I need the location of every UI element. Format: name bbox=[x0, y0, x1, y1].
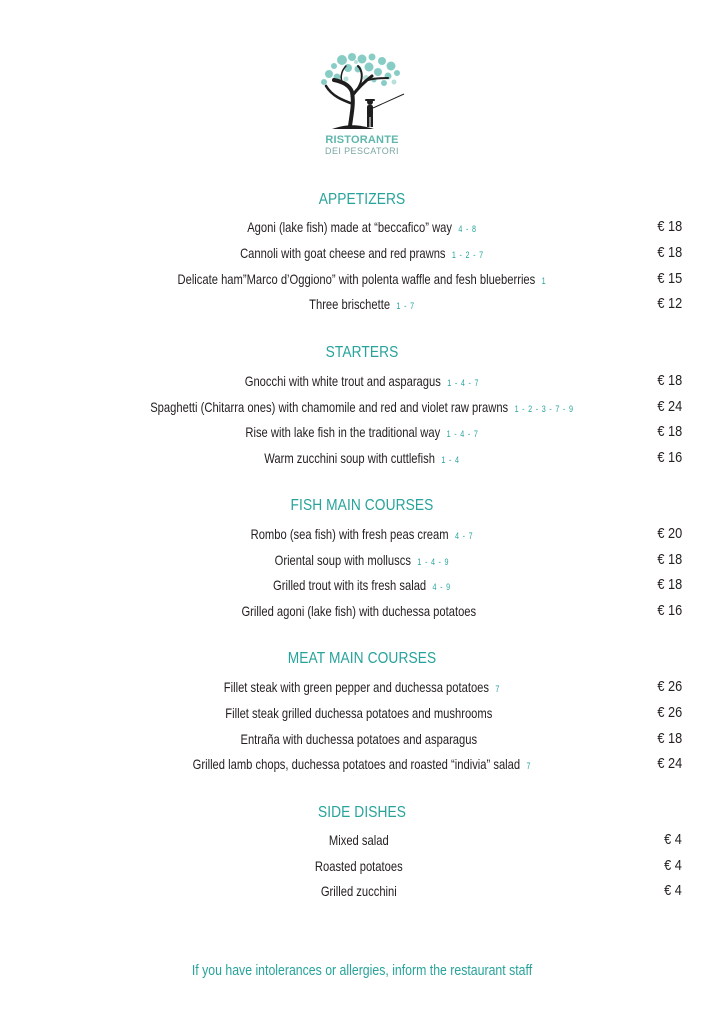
allergen-codes: 1 bbox=[541, 276, 547, 286]
dish-name: Mixed salad bbox=[328, 832, 389, 848]
dish-line bbox=[72, 294, 651, 316]
dish-line bbox=[72, 677, 651, 699]
dish-name: Cannoli with goat cheese and red prawns bbox=[240, 245, 446, 261]
allergen-codes: 1 - 4 - 7 bbox=[447, 378, 480, 388]
dish-name: Entraña with duchessa potatoes and asparagus bbox=[240, 731, 478, 747]
menu-item bbox=[0, 217, 724, 239]
menu-item bbox=[0, 397, 724, 419]
menu-item bbox=[0, 881, 724, 903]
allergen-codes: 4 - 7 bbox=[454, 531, 474, 541]
dish-name: Agoni (lake fish) made at “beccafico” way bbox=[247, 219, 452, 235]
dish-line bbox=[72, 550, 651, 572]
dish-price: € 24 bbox=[657, 398, 682, 415]
menu-item bbox=[0, 371, 724, 393]
dish-name: Oriental soup with molluscs bbox=[274, 552, 411, 568]
dish-line bbox=[72, 601, 651, 623]
dish-name: Fillet steak with green pepper and duchessa potatoes bbox=[223, 679, 490, 695]
dish-name: Warm zucchini soup with cuttlefish bbox=[264, 450, 435, 466]
allergen-codes: 7 bbox=[495, 684, 501, 694]
menu-item bbox=[0, 601, 724, 623]
dish-price: € 4 bbox=[664, 831, 682, 848]
dish-line bbox=[72, 269, 651, 291]
menu-item bbox=[0, 550, 724, 572]
dish-line bbox=[72, 703, 651, 725]
logo-subtitle: DEI PESCATORI bbox=[325, 146, 399, 156]
dish-name: Grilled zucchini bbox=[320, 883, 397, 899]
dish-line bbox=[72, 856, 651, 878]
allergen-codes: 1 - 4 - 9 bbox=[417, 557, 450, 567]
section-title-starters: STARTERS bbox=[325, 344, 399, 361]
dish-name: Grilled lamb chops, duchessa potatoes and roasted “indivia” salad bbox=[192, 756, 521, 772]
menu-item bbox=[0, 856, 724, 878]
dish-price: € 18 bbox=[657, 730, 682, 747]
dish-name: Fillet steak grilled duchessa potatoes and mushrooms bbox=[225, 705, 493, 721]
dish-line bbox=[72, 830, 651, 852]
dish-line bbox=[72, 371, 651, 393]
dish-price: € 15 bbox=[657, 270, 682, 287]
dish-line bbox=[72, 397, 651, 419]
dish-price: € 4 bbox=[664, 882, 682, 899]
restaurant-logo bbox=[312, 52, 412, 158]
menu-item bbox=[0, 703, 724, 725]
dish-price: € 26 bbox=[657, 704, 682, 721]
dish-line bbox=[72, 881, 651, 903]
dish-price: € 18 bbox=[657, 551, 682, 568]
logo-title: RISTORANTE bbox=[325, 134, 399, 146]
dish-name: Three brischette bbox=[309, 296, 391, 312]
dish-name: Roasted potatoes bbox=[314, 858, 403, 874]
dish-price: € 4 bbox=[664, 857, 682, 874]
section-title-meat-main-courses: MEAT MAIN COURSES bbox=[287, 650, 437, 667]
section-title-fish-main-courses: FISH MAIN COURSES bbox=[290, 497, 434, 514]
menu-item bbox=[0, 294, 724, 316]
dish-price: € 26 bbox=[657, 678, 682, 695]
dish-name: Rombo (sea fish) with fresh peas cream bbox=[250, 526, 449, 542]
allergen-codes: 7 bbox=[526, 761, 532, 771]
dish-price: € 18 bbox=[657, 244, 682, 261]
dish-line bbox=[72, 729, 651, 751]
menu-item bbox=[0, 448, 724, 470]
menu-item bbox=[0, 422, 724, 444]
allergen-codes: 4 - 9 bbox=[432, 582, 451, 592]
allergen-codes: 4 - 8 bbox=[458, 224, 477, 234]
dish-name: Grilled agoni (lake fish) with duchessa potatoes bbox=[241, 603, 477, 619]
allergen-codes: 1 - 2 - 3 - 7 - 9 bbox=[514, 404, 574, 414]
menu-item bbox=[0, 677, 724, 699]
menu-item bbox=[0, 575, 724, 597]
dish-price: € 18 bbox=[657, 423, 682, 440]
dish-line bbox=[72, 524, 651, 546]
tree-fisherman-logo-icon bbox=[312, 52, 412, 134]
dish-name: Rise with lake fish in the traditional way bbox=[245, 424, 441, 440]
dish-line bbox=[72, 754, 651, 776]
menu-item bbox=[0, 830, 724, 852]
dish-price: € 20 bbox=[657, 525, 682, 542]
dish-price: € 16 bbox=[657, 449, 682, 466]
menu-item bbox=[0, 754, 724, 776]
allergen-codes: 1 - 7 bbox=[396, 301, 415, 311]
dish-line bbox=[72, 243, 651, 265]
dish-price: € 18 bbox=[657, 218, 682, 235]
section-title-side-dishes: SIDE DISHES bbox=[317, 804, 407, 821]
dish-name: Grilled trout with its fresh salad bbox=[273, 577, 427, 593]
dish-line bbox=[72, 448, 651, 470]
section-title-appetizers: APPETIZERS bbox=[318, 191, 406, 208]
dish-line bbox=[72, 575, 651, 597]
dish-line bbox=[72, 217, 651, 239]
allergen-codes: 1 - 4 bbox=[441, 455, 460, 465]
dish-price: € 24 bbox=[657, 755, 682, 772]
allergen-codes: 1 - 2 - 7 bbox=[451, 250, 484, 260]
menu-item bbox=[0, 729, 724, 751]
dish-line bbox=[72, 422, 651, 444]
menu-item bbox=[0, 243, 724, 265]
dish-name: Delicate ham”Marco d’Oggiono” with polenta waffle and fesh blueberries bbox=[177, 271, 536, 287]
dish-price: € 16 bbox=[657, 602, 682, 619]
dish-price: € 18 bbox=[657, 576, 682, 593]
allergen-codes: 1 - 4 - 7 bbox=[446, 429, 479, 439]
dish-price: € 12 bbox=[657, 295, 682, 312]
dish-name: Spaghetti (Chitarra ones) with chamomile and red and violet raw prawns bbox=[150, 399, 509, 415]
dish-name: Gnocchi with white trout and asparagus bbox=[244, 373, 441, 389]
menu-item bbox=[0, 269, 724, 291]
dish-price: € 18 bbox=[657, 372, 682, 389]
menu-item bbox=[0, 524, 724, 546]
allergy-notice: If you have intolerances or allergies, inform the restaurant staff bbox=[191, 962, 533, 979]
